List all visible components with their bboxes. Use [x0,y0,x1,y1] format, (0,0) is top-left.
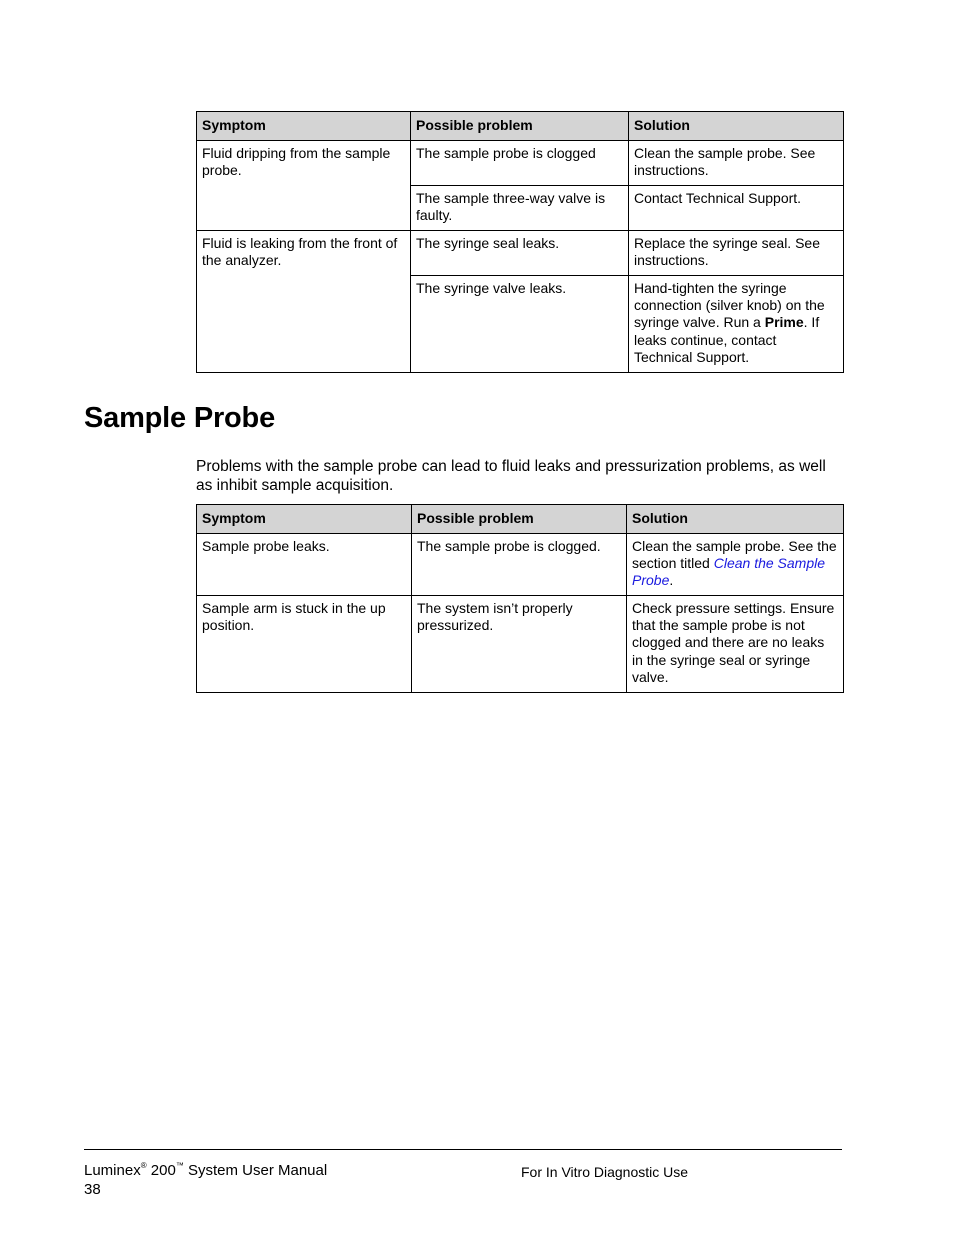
troubleshooting-table-sample-probe [196,504,844,693]
solution-cell: Replace the syringe seal. See instructions. [629,231,844,276]
header-symptom: Symptom [197,112,411,141]
problem-cell: The syringe valve leaks. [411,276,629,373]
solution-text: . If leaks continue, contact Technical Support. [634,314,820,365]
solution-cell [627,534,844,596]
header-solution: Solution [627,505,844,534]
header-solution: Solution [629,112,844,141]
footer-model: 200 [146,1162,176,1179]
table-row [197,534,844,596]
problem-cell: The syringe seal leaks. [411,231,629,276]
problem-cell: The sample probe is clogged. [412,534,627,596]
section-intro: Problems with the sample probe can lead to fluid leaks and pressurization problems, as well as inhibit sample acquisition. [196,458,826,494]
table-header-row [197,505,844,534]
symptom-cell: Fluid is leaking from the front of the analyzer. [197,231,411,373]
solution-cell: Contact Technical Support. [629,186,844,231]
header-symptom: Symptom [197,505,412,534]
problem-cell: The sample three-way valve is faulty. [411,186,629,231]
problem-cell: The system isn’t properly pressurized. [412,596,627,693]
registered-mark: ® [140,1161,147,1170]
troubleshooting-table-fluid-leaks [196,111,844,373]
symptom-cell: Fluid dripping from the sample probe. [197,141,411,231]
page-number: 38 [84,1181,101,1198]
footer-manual-title [84,1162,327,1180]
trademark-mark: ™ [175,1161,184,1170]
section-heading: Sample Probe [84,402,275,434]
header-possible-problem: Possible problem [412,505,627,534]
footer-notice: For In Vitro Diagnostic Use [521,1164,689,1180]
table-row [197,141,844,186]
footer-brand: Luminex [84,1162,141,1179]
symptom-cell: Sample arm is stuck in the up position. [197,596,412,693]
prime-command: Prime [764,314,804,331]
solution-text: . [669,572,674,589]
solution-cell [629,276,844,373]
header-possible-problem: Possible problem [411,112,629,141]
solution-text: Hand-tighten the syringe connection (silver knob) on the syringe valve. Run a [634,280,825,331]
footer-divider [84,1149,842,1150]
symptom-cell: Sample probe leaks. [197,534,412,596]
solution-cell: Clean the sample probe. See instructions. [629,141,844,186]
cross-reference-link[interactable]: Clean the Sample Probe [632,555,826,589]
solution-cell: Check pressure settings. Ensure that the sample probe is not clogged and there are no leaks in the syringe seal or syringe valve. [627,596,844,693]
footer-suffix: System User Manual [183,1162,328,1179]
table-header-row [197,112,844,141]
problem-cell: The sample probe is clogged [411,141,629,186]
table-row [197,231,844,276]
solution-text: Clean the sample probe. See the section titled [632,538,837,572]
table-row [197,596,844,693]
